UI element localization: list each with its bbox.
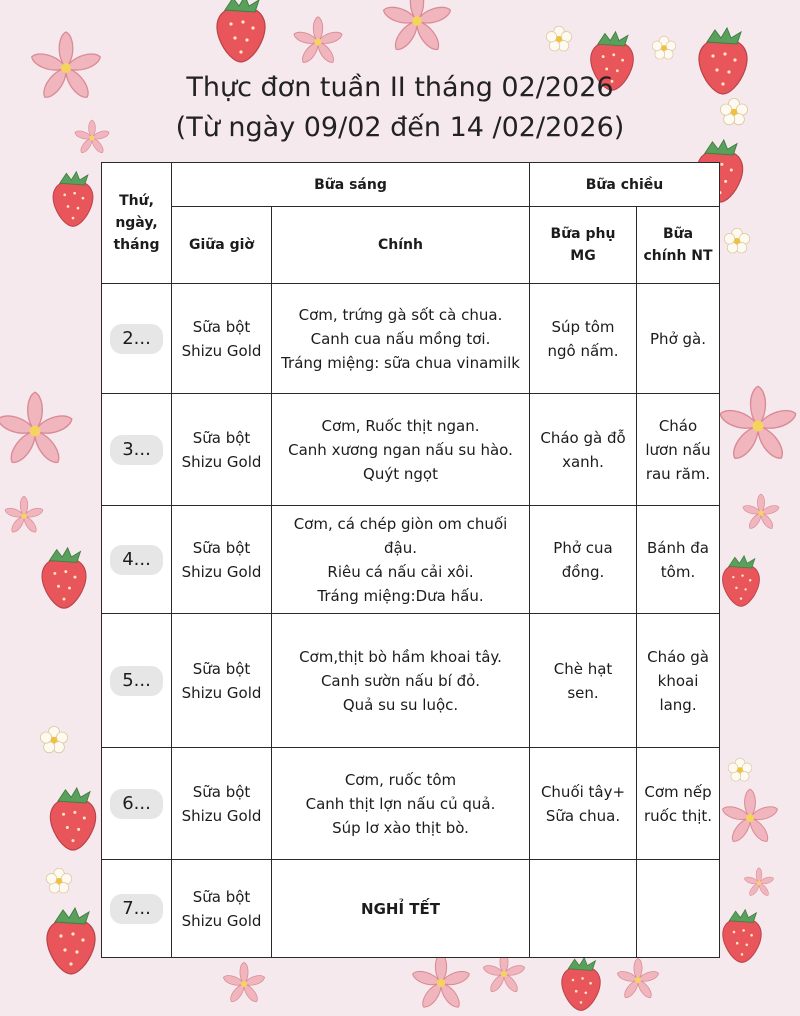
main-cell xyxy=(272,394,530,506)
main-nt-cell: Phở gà. xyxy=(637,284,720,394)
strawberry-icon xyxy=(210,0,272,64)
main-dish-line: Cơm, trứng gà sốt cà chua. xyxy=(298,305,503,324)
page-title xyxy=(0,68,800,148)
snack-cell: Sữa bột Shizu Gold xyxy=(172,748,272,860)
side-mg-cell: Cháo gà đỗ xanh. xyxy=(530,394,637,506)
day-label: 7... xyxy=(110,894,163,924)
cherry-blossom-icon xyxy=(740,492,782,534)
header-main-nt: Bữa chính NT xyxy=(637,207,720,284)
title-line-1: Thực đơn tuần II tháng 02/2026 xyxy=(186,72,614,103)
main-dish-line: Quả su su luộc. xyxy=(342,695,459,714)
header-breakfast: Bữa sáng xyxy=(172,163,530,207)
snack-cell: Sữa bột Shizu Gold xyxy=(172,506,272,614)
strawberry-icon xyxy=(48,170,98,228)
main-dish-line: Riêu cá nấu cải xôi. xyxy=(327,562,474,581)
header-snack: Giữa giờ xyxy=(172,207,272,284)
header-main: Chính xyxy=(272,207,530,284)
table-row xyxy=(102,506,720,614)
day-label: 6... xyxy=(110,789,163,819)
strawberry-icon xyxy=(36,546,92,610)
small-white-flower-icon xyxy=(722,226,752,256)
main-nt-cell: Cơm nếp ruốc thịt. xyxy=(637,748,720,860)
day-label: 2... xyxy=(110,324,163,354)
day-label: 4... xyxy=(110,545,163,575)
snack-cell: Sữa bột Shizu Gold xyxy=(172,860,272,958)
main-dish-line: Súp lơ xào thịt bò. xyxy=(332,818,469,837)
main-dish-line: Cơm, ruốc tôm xyxy=(344,770,457,789)
cherry-blossom-icon xyxy=(290,14,346,70)
main-nt-cell: Cháo gà khoai lang. xyxy=(637,614,720,748)
small-white-flower-icon xyxy=(650,34,678,62)
main-dish-line: Cơm, Ruốc thịt ngan. xyxy=(321,416,480,435)
day-cell xyxy=(102,506,172,614)
day-cell xyxy=(102,284,172,394)
cherry-blossom-icon xyxy=(718,786,782,850)
header-row-1 xyxy=(102,163,720,207)
table-row xyxy=(102,860,720,958)
side-mg-cell: Chè hạt sen. xyxy=(530,614,637,748)
main-cell xyxy=(272,748,530,860)
main-nt-cell xyxy=(637,860,720,958)
side-mg-cell xyxy=(530,860,637,958)
strawberry-icon xyxy=(552,956,610,1012)
main-dish-line: Tráng miệng:Dưa hấu. xyxy=(317,586,484,605)
main-dish-line: Canh cua nấu mồng tơi. xyxy=(310,329,491,348)
main-dish-line: Cơm,thịt bò hầm khoai tây. xyxy=(299,647,502,666)
cherry-blossom-icon xyxy=(408,950,474,1016)
small-white-flower-icon xyxy=(544,24,574,54)
cherry-blossom-icon xyxy=(714,382,800,470)
main-nt-cell: Cháo lươn nấu rau răm. xyxy=(637,394,720,506)
small-white-flower-icon xyxy=(726,756,754,784)
header-day: Thứ, ngày, tháng xyxy=(102,163,172,284)
table-row xyxy=(102,614,720,748)
main-dish-line: Tráng miệng: sữa chua vinamilk xyxy=(281,353,520,372)
day-label: 5... xyxy=(110,666,163,696)
main-dish-line: Canh thịt lợn nấu củ quả. xyxy=(305,794,496,813)
cherry-blossom-icon xyxy=(742,866,776,900)
header-side-mg: Bữa phụ MG xyxy=(530,207,637,284)
small-white-flower-icon xyxy=(38,724,70,756)
small-white-flower-icon xyxy=(44,866,74,896)
day-label: 3... xyxy=(110,435,163,465)
strawberry-icon xyxy=(40,906,102,976)
snack-cell: Sữa bột Shizu Gold xyxy=(172,614,272,748)
side-mg-cell: Súp tôm ngô nấm. xyxy=(530,284,637,394)
cherry-blossom-icon xyxy=(0,388,78,474)
cherry-blossom-icon xyxy=(220,960,268,1008)
main-dish-line: Cơm, cá chép giòn om chuối đậu. xyxy=(293,514,508,557)
main-cell xyxy=(272,506,530,614)
side-mg-cell: Chuối tây+ Sữa chua. xyxy=(530,748,637,860)
side-mg-cell: Phở cua đồng. xyxy=(530,506,637,614)
day-cell xyxy=(102,860,172,958)
cherry-blossom-icon xyxy=(614,956,662,1004)
main-nt-cell: Bánh đa tôm. xyxy=(637,506,720,614)
day-cell xyxy=(102,394,172,506)
main-dish-line: Quýt ngọt xyxy=(363,464,438,483)
day-cell xyxy=(102,614,172,748)
cherry-blossom-icon xyxy=(2,494,46,538)
menu-table xyxy=(101,162,720,958)
cherry-blossom-icon xyxy=(378,0,456,60)
snack-cell: Sữa bột Shizu Gold xyxy=(172,394,272,506)
strawberry-icon xyxy=(44,786,102,852)
title-line-2: (Từ ngày 09/02 đến 14 /02/2026) xyxy=(175,112,625,143)
table-row xyxy=(102,748,720,860)
main-cell xyxy=(272,614,530,748)
main-dish-line: NGHỈ TẾT xyxy=(361,899,440,918)
day-cell xyxy=(102,748,172,860)
table-row xyxy=(102,284,720,394)
strawberry-icon xyxy=(716,908,768,964)
main-dish-line: Canh sườn nấu bí đỏ. xyxy=(320,671,481,690)
main-cell xyxy=(272,284,530,394)
snack-cell: Sữa bột Shizu Gold xyxy=(172,284,272,394)
table-row xyxy=(102,394,720,506)
header-afternoon: Bữa chiều xyxy=(530,163,720,207)
header-row-2 xyxy=(102,207,720,284)
main-cell xyxy=(272,860,530,958)
main-dish-line: Canh xương ngan nấu su hào. xyxy=(288,440,513,459)
strawberry-icon xyxy=(718,552,764,610)
